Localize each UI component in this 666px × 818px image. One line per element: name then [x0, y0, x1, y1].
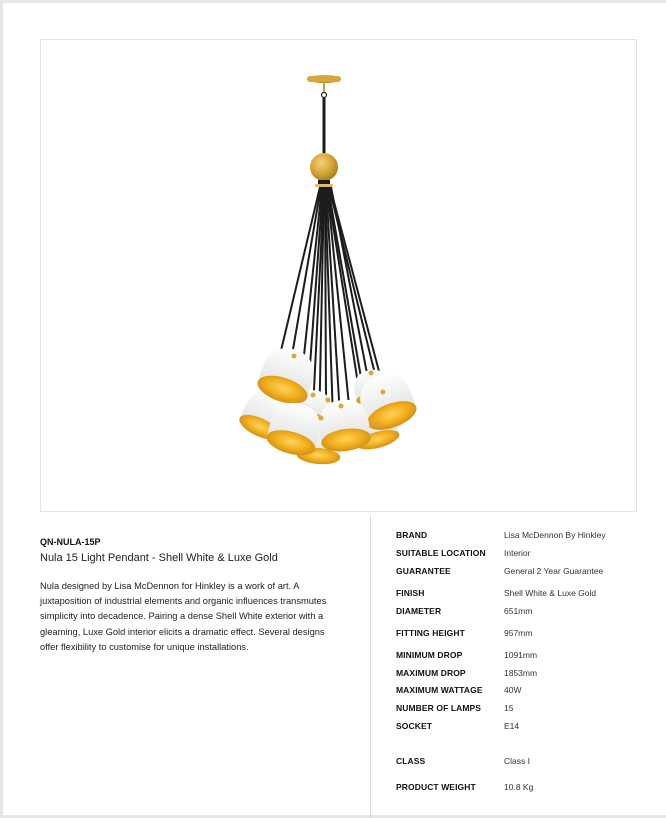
spec-label: DIAMETER [396, 606, 442, 616]
spec-label: FITTING HEIGHT [396, 628, 465, 638]
spec-row-maximum-drop [396, 667, 666, 679]
spec-value: Class I [504, 756, 530, 766]
spec-row-product-weight [396, 781, 666, 793]
product-description: Nula designed by Lisa McDennon for Hinkley is a work of art. A juxtaposition of industrial elements and organic influences transmutes simplicity into decadence. Pairing a dense Shell White exterior with a gleaming, Luxe Gold interior elicits a dramatic effect. Several designs offer flexibility to customise for unique installations. [40, 581, 327, 652]
product-info [40, 537, 340, 655]
spec-row-suitable-location [396, 547, 666, 559]
spec-label: MAXIMUM DROP [396, 668, 466, 678]
spec-label: SOCKET [396, 721, 433, 731]
spec-value: 957mm [504, 628, 533, 638]
spec-value: Shell White & Luxe Gold [504, 588, 597, 598]
spec-label: PRODUCT WEIGHT [396, 782, 476, 792]
spec-row-diameter [396, 605, 666, 617]
spec-label: SUITABLE LOCATION [396, 548, 486, 558]
shades [236, 342, 420, 466]
spec-row-number-of-lamps [396, 702, 666, 714]
spec-value: Lisa McDennon By Hinkley [504, 530, 606, 540]
spec-value: E14 [504, 721, 520, 731]
spec-value: Interior [504, 548, 531, 558]
spec-row-socket [396, 720, 666, 732]
spec-row-brand [396, 529, 666, 541]
spec-label: BRAND [396, 530, 428, 540]
spec-value: 10.8 Kg [504, 782, 534, 792]
spec-row-fitting-height [396, 627, 666, 639]
product-image-frame [40, 39, 637, 512]
spec-value: 15 [504, 703, 514, 713]
spec-row-maximum-wattage [396, 684, 666, 696]
spec-value: 651mm [504, 606, 533, 616]
spec-label: MINIMUM DROP [396, 650, 463, 660]
spec-row-minimum-drop [396, 649, 666, 661]
gold-sphere [310, 153, 338, 181]
product-title: Nula 15 Light Pendant - Shell White & Luxe Gold [40, 552, 278, 564]
spec-value: General 2 Year Guarantee [504, 566, 604, 576]
spec-label: GUARANTEE [396, 566, 451, 576]
spec-label: NUMBER OF LAMPS [396, 703, 482, 713]
spec-label: MAXIMUM WATTAGE [396, 685, 483, 695]
column-divider [370, 515, 371, 818]
spec-value: 1091mm [504, 650, 538, 660]
spec-value: 40W [504, 685, 522, 695]
spec-row-guarantee [396, 565, 666, 577]
spec-label: FINISH [396, 588, 425, 598]
spec-sheet-page [3, 3, 666, 815]
pendant-lamp-image [41, 40, 636, 511]
spec-row-class [396, 755, 666, 767]
spec-row-finish [396, 587, 666, 599]
spec-label: CLASS [396, 756, 426, 766]
product-sku: QN-NULA-15P [40, 537, 101, 547]
spec-value: 1853mm [504, 668, 538, 678]
